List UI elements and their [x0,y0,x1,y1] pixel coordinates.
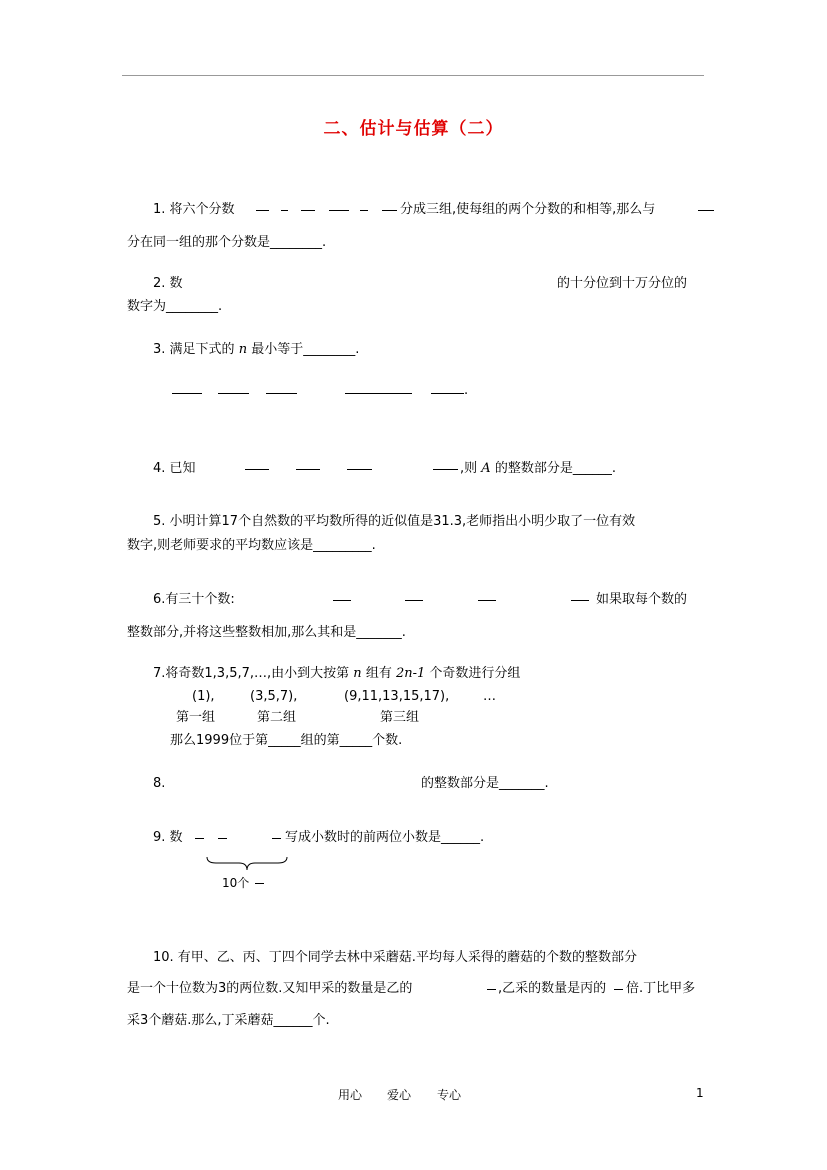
q6-suffix: 如果取每个数的 [596,592,688,607]
footer-item-1: 用心 [338,1088,363,1102]
q6-fraction-bar-1 [333,600,351,601]
q1-fraction-bar-6 [382,210,397,211]
q3-prefix: 3. 满足下式的 [153,342,235,357]
q7-line1 [153,665,520,683]
q3-fraction-bar-5 [431,393,464,394]
q3-variable: n [238,342,248,357]
q10-line2-prefix: 是一个十位数为3的两位数.又知甲采的数量是乙的 [127,981,413,996]
q9-prefix: 9. 数 [153,830,183,845]
q3-fraction-bar-2 [218,393,249,394]
q4-fraction-bar-3 [347,469,372,470]
q6-fraction-bar-4 [571,600,589,601]
q6-prefix: 6.有三十个数: [153,592,235,607]
q1-fraction-bar-1 [256,210,269,211]
q9-fraction-bar-3 [272,838,281,839]
q1-line1-suffix: 分成三组,使每组的两个分数的和相等,那么与 [400,202,656,217]
q9-fraction-bar-1 [195,838,204,839]
q6-fraction-bar-2 [405,600,423,601]
footer-item-3: 专心 [437,1088,462,1102]
q1-fraction-bar-4 [329,210,349,211]
q4-then: ,则 [460,461,478,476]
q9-fraction-bar-2 [218,838,227,839]
page-number: 1 [696,1086,704,1100]
q1-fraction-bar-7 [698,210,714,211]
q1-fraction-bar-5 [360,210,368,211]
q3-fraction-bar-4 [345,393,412,394]
q7-group-3: (9,11,13,15,17), [344,689,450,704]
q1-line2: 分在同一组的那个分数是________. [127,235,327,250]
q2-left: 2. 数 [153,276,183,291]
q3-prompt [153,341,359,359]
q10-fraction-bar-1 [487,989,496,990]
q7-line1-suffix: 个奇数进行分组 [429,666,521,681]
q8-suffix: 的整数部分是_______. [421,776,549,791]
q7-group-2: (3,5,7), [250,689,298,704]
q6-line2: 整数部分,并将这些整数相加,那么其和是_______. [127,625,406,640]
q9-brace-label-bar [255,883,264,884]
q7-variable-n: n [353,666,362,681]
q8-number: 8. [153,776,166,791]
footer-item-2: 爱心 [387,1088,412,1102]
q10-line2-suffix: 倍.丁比甲多 [626,981,696,996]
q5-line2: 数字,则老师要求的平均数应该是_________. [127,538,376,553]
q3-fraction-bar-3 [266,393,297,394]
q9-underbrace [206,856,288,872]
q4-fraction-bar-1 [245,469,269,470]
q2-line2: 数字为________. [127,299,223,314]
q4-fraction-bar-4 [433,469,458,470]
q4-variable: A [481,461,491,476]
q7-line4: 那么1999位于第_____组的第_____个数. [170,733,403,748]
q4-fraction-bar-2 [296,469,320,470]
q3-fraction-bar-1 [172,393,202,394]
q7-label-3: 第三组 [380,710,420,725]
q9-suffix: 写成小数时的前两位小数是______. [285,830,485,845]
page-title: 二、估计与估算（二） [323,119,504,139]
q3-suffix: 最小等于________. [251,342,360,357]
q2-right: 的十分位到十万分位的 [557,276,688,291]
q4-suffix [460,460,616,478]
q7-line1-mid: 组有 [365,666,392,681]
q6-fraction-bar-3 [478,600,496,601]
q7-label-1: 第一组 [176,710,216,725]
q7-line1-prefix: 7.将奇数1,3,5,7,…,由小到大按第 [153,666,350,681]
q9-brace-label: 10个 [222,876,250,890]
q7-group-1: (1), [192,689,215,704]
q10-line2-mid: ,乙采的数量是丙的 [498,981,607,996]
q4-prefix: 4. 已知 [153,461,196,476]
q1-fraction-bar-3 [301,210,315,211]
q10-line3: 采3个蘑菇.那么,丁采蘑菇______个. [127,1013,330,1028]
q3-period: . [464,383,469,398]
header-rule [122,75,704,76]
q7-label-2: 第二组 [257,710,297,725]
q10-fraction-bar-2 [614,989,623,990]
q5-line1: 5. 小明计算17个自然数的平均数所得的近似值是31.3,老师指出小明少取了一位有效 [153,514,636,529]
q1-fraction-bar-2 [281,210,288,211]
q10-line1: 10. 有甲、乙、丙、丁四个同学去林中采蘑菇.平均每人采得的蘑菇的个数的整数部分 [153,950,637,965]
q4-rest: 的整数部分是______. [494,461,616,476]
q7-group-ellipsis: … [483,689,496,704]
q1-line1-prefix: 1. 将六个分数 [153,202,235,217]
q7-expression: 2n-1 [395,666,426,681]
